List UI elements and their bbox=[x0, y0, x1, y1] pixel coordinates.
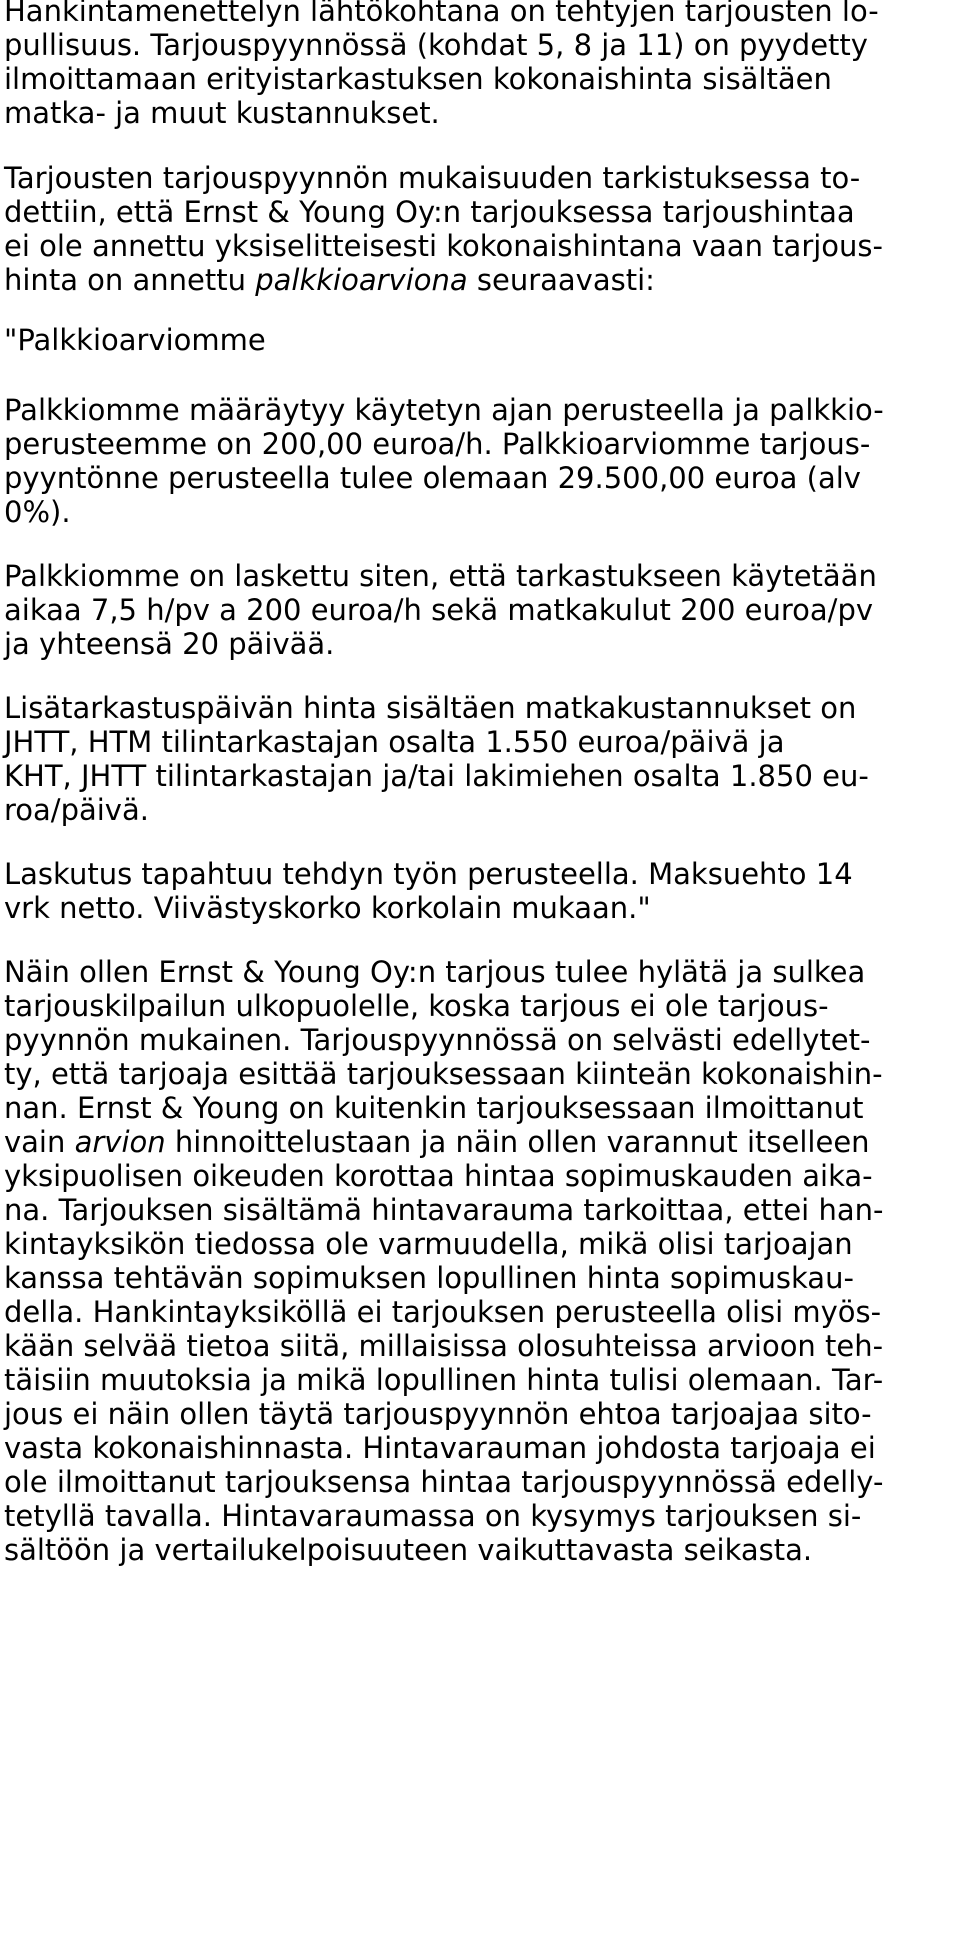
text-line: täisiin muutoksia ja mikä lopullinen hinta tulisi olemaan. Tar- bbox=[4, 1363, 884, 1397]
text-line: pyyntönne perusteella tulee olemaan 29.500,00 euroa (alv bbox=[4, 461, 861, 495]
paragraph-fee-calculation bbox=[4, 559, 956, 661]
text-line: ei ole annettu yksiselitteisesti kokonaishintana vaan tarjous- bbox=[4, 229, 883, 263]
text-line: kään selvää tietoa siitä, millaisissa olosuhteissa arvioon teh- bbox=[4, 1329, 884, 1363]
text-line: sältöön ja vertailukelpoisuuteen vaikuttavasta seikasta. bbox=[4, 1533, 813, 1567]
text-line: Laskutus tapahtuu tehdyn työn perusteella. Maksuehto 14 bbox=[4, 857, 853, 891]
paragraph-invoicing bbox=[4, 857, 956, 925]
text-line: della. Hankintayksiköllä ei tarjouksen perusteella olisi myös- bbox=[4, 1295, 882, 1329]
text-line: roa/päivä. bbox=[4, 793, 149, 827]
text-run: hinnoittelustaan ja näin ollen varannut itselleen bbox=[165, 1125, 870, 1159]
text-line: ole ilmoittanut tarjouksensa hintaa tarjouspyynnössä edelly- bbox=[4, 1465, 884, 1499]
text-line: ja yhteensä 20 päivää. bbox=[4, 627, 335, 661]
text-line: ilmoittamaan erityistarkastuksen kokonaishinta sisältäen bbox=[4, 62, 832, 96]
text-line: vrk netto. Viivästyskorko korkolain mukaan." bbox=[4, 891, 651, 925]
text-line: Näin ollen Ernst & Young Oy:n tarjous tulee hylätä ja sulkea bbox=[4, 955, 866, 989]
text-line: pullisuus. Tarjouspyynnössä (kohdat 5, 8 ja 11) on pyydetty bbox=[4, 28, 868, 62]
text-line: kanssa tehtävän sopimuksen lopullinen hinta sopimuskau- bbox=[4, 1261, 854, 1295]
text-line: kintayksikön tiedossa ole varmuudella, mikä olisi tarjoajan bbox=[4, 1227, 853, 1261]
text-line: JHTT, HTM tilintarkastajan osalta 1.550 euroa/päivä ja bbox=[4, 725, 785, 759]
text-line: yksipuolisen oikeuden korottaa hintaa sopimuskauden aika- bbox=[4, 1159, 873, 1193]
text-line: matka- ja muut kustannukset. bbox=[4, 96, 440, 130]
text-line: jous ei näin ollen täytä tarjouspyynnön ehtoa tarjoajaa sito- bbox=[4, 1397, 872, 1431]
text-line bbox=[4, 1125, 956, 1159]
text-line: Hankintamenettelyn lähtökohtana on tehtyjen tarjousten lo- bbox=[4, 0, 879, 28]
paragraph-check bbox=[4, 161, 956, 297]
text-line: ty, että tarjoaja esittää tarjouksessaan kiinteän kokonaishin- bbox=[4, 1057, 883, 1091]
text-line: vasta kokonaishinnasta. Hintavarauman johdosta tarjoaja ei bbox=[4, 1431, 876, 1465]
paragraph-intro bbox=[4, 0, 956, 130]
text-line: 0%). bbox=[4, 495, 71, 529]
text-line: dettiin, että Ernst & Young Oy:n tarjouksessa tarjoushintaa bbox=[4, 195, 855, 229]
text-line: nan. Ernst & Young on kuitenkin tarjouksessaan ilmoittanut bbox=[4, 1091, 864, 1125]
paragraph-fee-basis bbox=[4, 393, 956, 529]
paragraph-extra-days bbox=[4, 691, 956, 827]
emphasized-term: palkkioarviona bbox=[255, 263, 468, 297]
text-line: "Palkkioarviomme bbox=[4, 323, 266, 357]
text-line: aikaa 7,5 h/pv a 200 euroa/h sekä matkakulut 200 euroa/pv bbox=[4, 593, 874, 627]
text-line: KHT, JHTT tilintarkastajan ja/tai lakimiehen osalta 1.850 eu- bbox=[4, 759, 869, 793]
text-run: hinta on annettu bbox=[4, 263, 256, 297]
text-run: seuraavasti: bbox=[467, 263, 655, 297]
text-line: pyynnön mukainen. Tarjouspyynnössä on selvästi edellytet- bbox=[4, 1023, 871, 1057]
text-line bbox=[4, 263, 956, 297]
text-line: Palkkiomme määräytyy käytetyn ajan perusteella ja palkkio- bbox=[4, 393, 884, 427]
text-line: Palkkiomme on laskettu siten, että tarkastukseen käytetään bbox=[4, 559, 877, 593]
quote-heading bbox=[4, 323, 956, 357]
text-line: Lisätarkastuspäivän hinta sisältäen matkakustannukset on bbox=[4, 691, 857, 725]
emphasized-term: arvion bbox=[74, 1125, 166, 1159]
text-line: tarjouskilpailun ulkopuolelle, koska tarjous ei ole tarjous- bbox=[4, 989, 829, 1023]
text-line: tetyllä tavalla. Hintavaraumassa on kysymys tarjouksen si- bbox=[4, 1499, 862, 1533]
text-line: Tarjousten tarjouspyynnön mukaisuuden tarkistuksessa to- bbox=[4, 161, 861, 195]
text-line: na. Tarjouksen sisältämä hintavarauma tarkoittaa, ettei han- bbox=[4, 1193, 884, 1227]
text-run: vain bbox=[4, 1125, 75, 1159]
paragraph-conclusion bbox=[4, 955, 956, 1567]
text-line: perusteemme on 200,00 euroa/h. Palkkioarviomme tarjous- bbox=[4, 427, 871, 461]
